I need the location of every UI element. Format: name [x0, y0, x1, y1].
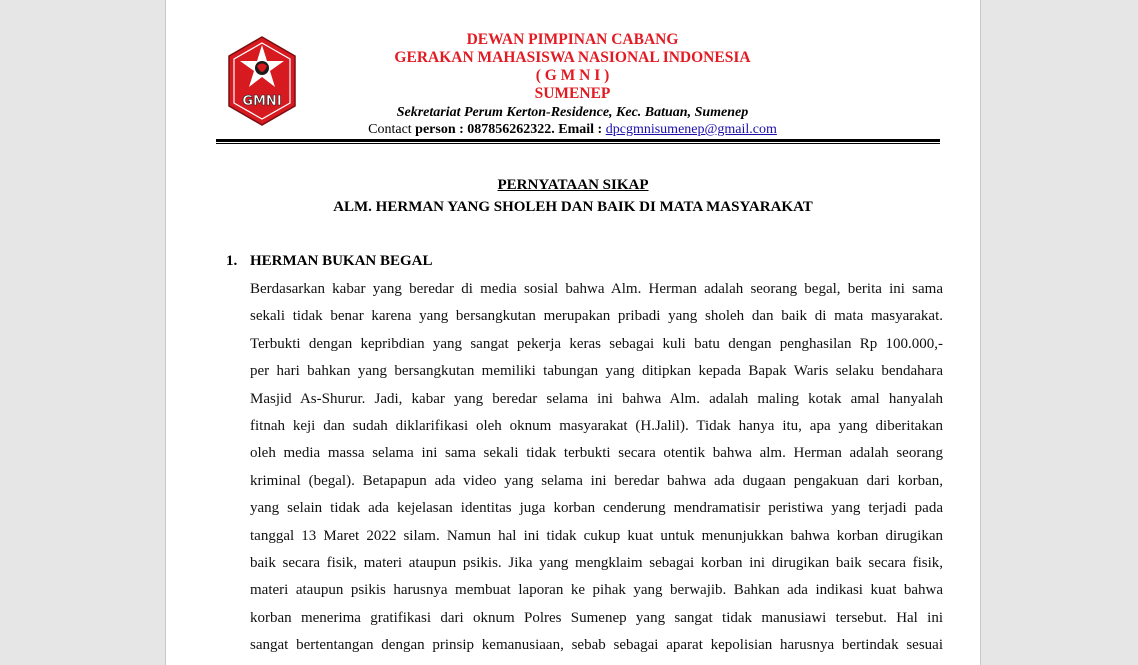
header-rule-thin [216, 143, 940, 144]
body-line: baik secara fisik, materi ataupun psikis. Jika yang mengklaim sebagai korban ini dirugikan baik secara fisik, [250, 554, 943, 571]
body-line: Terbukti dengan kepribdian yang sangat pekerja keras sebagai kuli batu dengan penghasilan Rp 100.000,- [250, 335, 943, 352]
body-line: oleh media massa selama ini sama sekali tidak terbukti secara otentik bahwa alm. Herman adalah seorang [250, 445, 943, 462]
contact-prefix: Contact [368, 122, 412, 137]
email-link[interactable]: dpcgmnisumenep@gmail.com [605, 122, 777, 137]
logo-text: GMNI [242, 94, 282, 109]
section-body [250, 279, 943, 662]
section-heading: HERMAN BUKAN BEGAL [250, 253, 433, 269]
letterhead-line-3: ( G M N I ) [535, 67, 610, 84]
section-number: 1. [226, 253, 238, 269]
body-line: kriminal (begal). Betapapun ada video yang selama ini beredar bahwa ada dugaan pengakuan dari korban, [250, 472, 943, 489]
body-line: Berdasarkan kabar yang beredar di media sosial bahwa Alm. Herman adalah seorang begal, berita ini sama [250, 281, 943, 297]
contact-label: person : 087856262322. Email : [415, 122, 603, 137]
body-line: yang selain tidak ada kejelasan identitas juga korban cenderung mendramatisir peristiwa yang terjadi pada [250, 500, 943, 517]
letterhead-line-1: DEWAN PIMPINAN CABANG [466, 31, 679, 48]
letterhead [346, 31, 799, 103]
body-line: sekali tidak benar karena yang bersangkutan merupakan pribadi yang sholeh dan baik di mata masyarakat. [250, 308, 943, 325]
body-line: sangat bertentangan dengan prinsip kemanusiaan, sebab sebagai aparat kepolisian harusnya bertindak sesuai [250, 637, 943, 654]
document-page [165, 0, 981, 665]
letterhead-line-2: GERAKAN MAHASISWA NASIONAL INDONESIA [394, 49, 751, 66]
body-line: materi ataupun psikis harusnya membuat laporan ke pihak yang berwajib. Bahkan ada indikasi kuat bahwa [250, 582, 943, 599]
body-line: tanggal 13 Maret 2022 silam. Namun hal ini tidak cukup kuat untuk menunjukkan bahwa korban dirugikan [250, 527, 943, 544]
body-line: korban menerima gratifikasi dari oknum Polres Sumenep yang sangat tidak manusiawi tersebut. Hal ini [250, 609, 943, 626]
body-line: Masjid As-Shurur. Jadi, kabar yang beredar selama ini bahwa Alm. adalah maling kotak amal hanyalah [250, 390, 943, 407]
contact-line [326, 121, 819, 138]
body-line: fitnah keji dan sudah diklarifikasi oleh oknum masyarakat (H.Jalil). Tidak hanya itu, apa yang diberitakan [250, 417, 943, 434]
letterhead-line-4: SUMENEP [534, 85, 611, 102]
gmni-logo [227, 35, 297, 127]
secretariat-address: Sekretariat Perum Kerton-Residence, Kec. Batuan, Sumenep [396, 105, 749, 120]
document-subtitle: ALM. HERMAN YANG SHOLEH DAN BAIK DI MATA MASYARAKAT [333, 199, 813, 215]
header-rule-thick [216, 139, 940, 142]
body-line: per hari bahkan yang bersangkutan memiliki tabungan yang ditipkan kepada Bapak Waris selaku bendahara [250, 363, 943, 380]
document-title: PERNYATAAN SIKAP [497, 177, 649, 193]
